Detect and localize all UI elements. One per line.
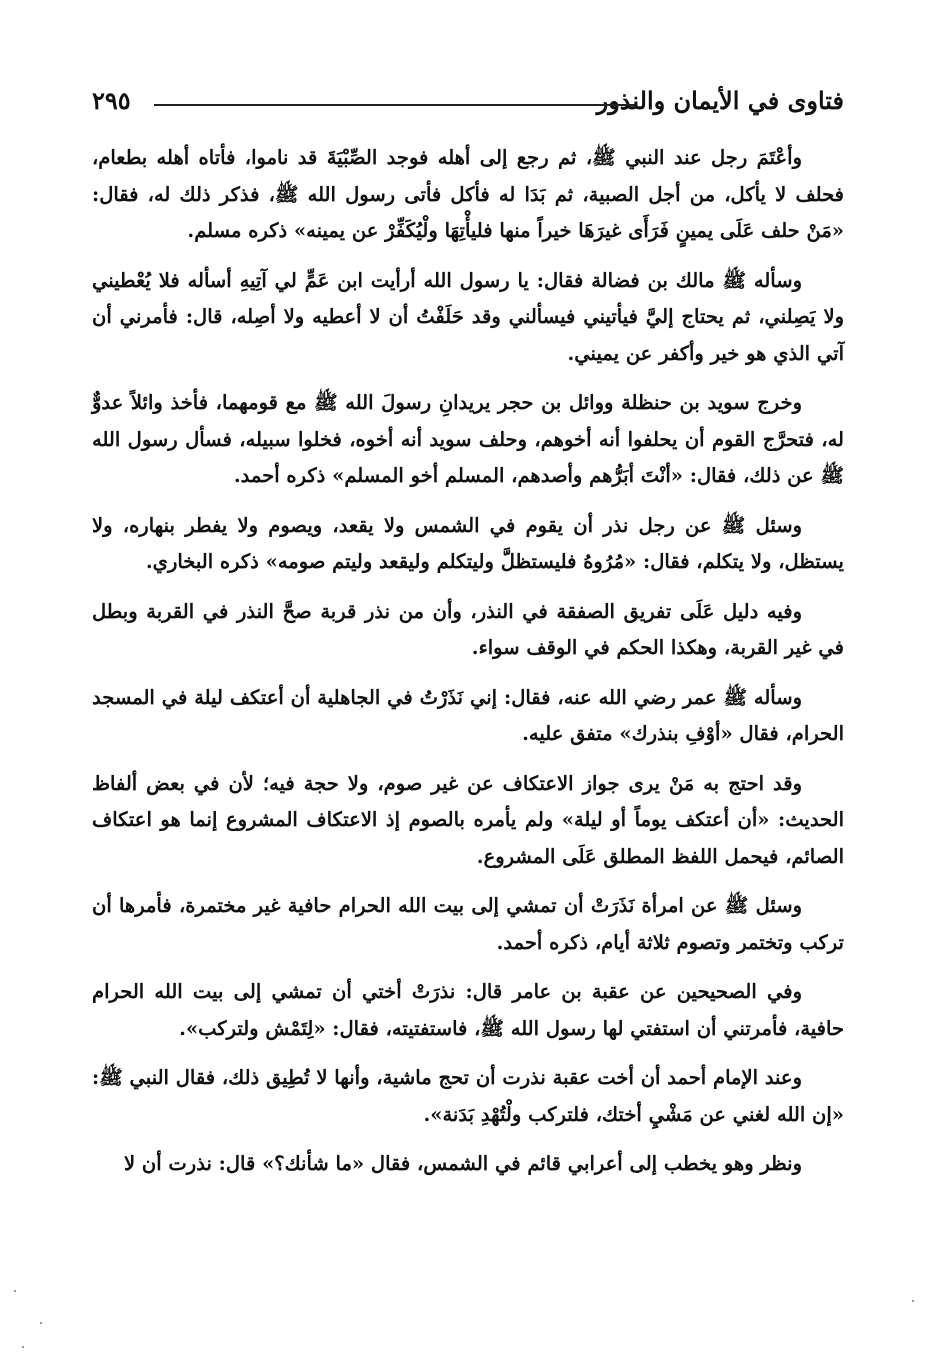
paragraph: وسئل ﷺ عن امرأة نَذَرَتْ أن تمشي إلى بيت الله الحرام حافية غير مختمرة، فأمرها أن تركب وتختمر وتصوم ثلاثة أيام، ذكره أحمد.	[92, 894, 844, 954]
scan-speck	[40, 1322, 42, 1324]
header-rule	[154, 104, 636, 106]
page-body	[92, 140, 844, 1183]
paragraph: وسأله ﷺ عمر رضي الله عنه، فقال: إني نَذَرْتُ في الجاهلية أن أعتكف ليلة في المسجد الحرام، فقال «أوْفِ بنذرك» متفق عليه.	[92, 685, 844, 745]
paragraph: وسئل ﷺ عن رجل نذر أن يقوم في الشمس ولا يقعد، ويصوم ولا يفطر بنهاره، ولا يستظل، ولا يتكلم، فقال: «مُرُوهُ فليستظلَّ وليتكلم وليقعد وليتم صومه» ذكره البخاري.	[92, 513, 844, 573]
paragraph: وخرج سويد بن حنظلة ووائل بن حجر يريدانِ رسولَ الله ﷺ مع قومهما، فأخذ وائلاً عدوٌّ له، فتحرَّج القوم أن يحلفوا أنه أخوهم، وحلف سويد أنه أخوه، فخلوا سبيله، فسأل رسول الله ﷺ عن ذلك، فقال: «أنْتَ أبَرُّهم وأصدهم، المسلم أخو المسلم» ذكره أحمد.	[92, 391, 844, 487]
paragraph: وفي الصحيحين عن عقبة بن عامر قال: نذرَتْ أختي أن تمشي إلى بيت الله الحرام حافية، فأمرتني أن استفتي لها رسول الله ﷺ، فاستفتيته، فقال: «لِتَمْش ولتركب».	[92, 980, 844, 1040]
paragraph: وقد احتج به مَنْ يرى جواز الاعتكاف عن غير صوم، ولا حجة فيه؛ لأن في بعض ألفاظ الحديث: «أن أعتكف يوماً أو ليلة» ولم يأمره بالصوم إذ الاعتكاف المشروع إنما هو اعتكاف الصائم، فيحمل اللفظ المطلق عَلَى المشروع.	[92, 771, 844, 868]
paragraph: وأعْتَمَ رجل عند النبي ﷺ، ثم رجع إلى أهله فوجد الصِّبْيَةَ قد ناموا، فأتاه أهله بطعام، فحلف لا يأكل، من أجل الصبية، ثم بَدَا له فأكل فأتى رسول الله ﷺ، فذكر ذلك له، فقال: «مَنْ حلف عَلَى يمينٍ فَرَأَى غيرَهَا خيراً منها فليأْتِهَا ولْيُكَفِّرْ عن يمينه» ذكره مسلم.	[92, 146, 844, 242]
paragraph: ونظر وهو يخطب إلى أعرابي قائم في الشمس، فقال «ما شأنك؟» قال: نذرت أن لا	[124, 1152, 802, 1175]
scan-speck	[912, 1300, 914, 1302]
scan-speck	[22, 1346, 24, 1348]
page-number: ٢٩٥	[92, 86, 131, 115]
paragraph: وعند الإمام أحمد أن أخت عقبة نذرت أن تحج ماشية، وأنها لا تُطِيق ذلك، فقال النبي ﷺ: «إن الله لغني عن مَشْيِ أختك، فلتركب ولْتُهْدِ بَدَنة».	[92, 1066, 844, 1126]
paragraph: وفيه دليل عَلَى تفريق الصفقة في النذر، وأن من نذر قربة صحَّ النذر في القربة وبطل في غير القربة، وهكذا الحكم في الوقف سواء.	[92, 599, 844, 659]
paragraph: وسأله ﷺ مالك بن فضالة فقال: يا رسول الله أرأيت ابن عَمٍّ لي آتِيهِ أسأله فلا يُعْطيني ولا يَصِلني، ثم يحتاج إليَّ فيأتيني فيسألني وقد حَلَفْتُ أن لا أعطيه ولا أصِله، قال: فأمرني أن آتي الذي هو خير وأكفر عن يميني.	[92, 268, 844, 365]
scan-speck	[14, 1290, 16, 1292]
running-title: فتاوى في الأيمان والنذور	[596, 86, 844, 115]
running-header	[92, 82, 844, 122]
